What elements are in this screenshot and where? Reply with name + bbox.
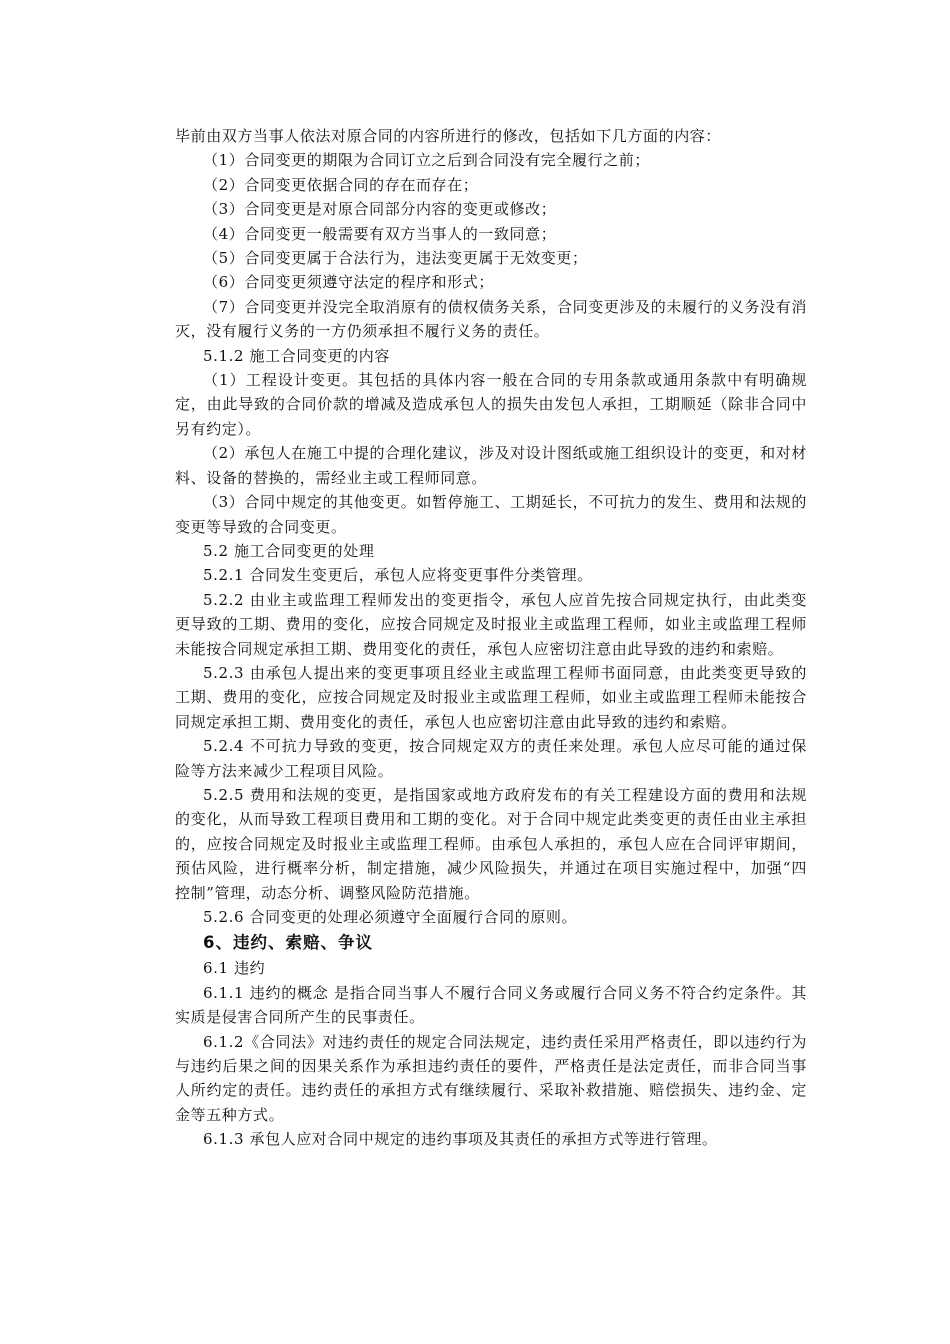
section-heading-6: 6、违约、索赔、争议 (203, 933, 373, 953)
paragraph-6-1-3: 6.1.3 承包人应对合同中规定的违约事项及其责任的承担方式等进行管理。 (203, 1130, 718, 1149)
list-item-5: （5）合同变更属于合法行为，违法变更属于无效变更； (203, 249, 588, 268)
paragraph-intro: 毕前由双方当事人依法对原合同的内容所进行的修改，包括如下几方面的内容： (175, 127, 722, 145)
paragraph-5-2-6: 5.2.6 合同变更的处理必须遵守全面履行合同的原则。 (203, 908, 578, 926)
change-item-3: （3）合同中规定的其他变更。如暂停施工、工期延长，不可抗力的发生、费用和法规的变更等导致的合同变更。 (175, 493, 807, 536)
paragraph-6-1-2: 6.1.2《合同法》对违约责任的规定合同法规定，违约责任采用严格责任，即以违约行为与违约后果之间的因果关系作为承担违约责任的要件，严格责任是法定责任，而非合同当事人所约定的责任。违约责任的承担方式有继续履行、采取补救措施、赔偿损失、违约金、定金等五种方式。 (175, 1032, 807, 1124)
paragraph-5-2-3: 5.2.3 由承包人提出来的变更事项且经业主或监理工程师书面同意，由此类变更导致的工期、费用的变化，应按合同规定及时报业主或监理工程师，如业主或监理工程师未能按合同规定承担工期、费用变化的责任，承包人也应密切注意由此导致的违约和索赔。 (175, 663, 807, 731)
paragraph-5-2-2: 5.2.2 由业主或监理工程师发出的变更指令，承包人应首先按合同规定执行，由此类变更导致的工期、费用的变化，应按合同规定及时报业主或监理工程师，如业主或监理工程师未能按合同规定承担工期、费用变化的责任，承包人应密切注意由此导致的违约和索赔。 (175, 590, 807, 658)
subsection-heading-6-1: 6.1 违约 (203, 959, 266, 978)
list-item-3: （3）合同变更是对原合同部分内容的变更或修改； (203, 200, 557, 219)
change-item-2: （2）承包人在施工中提的合理化建议，涉及对设计图纸或施工组织设计的变更，和对材料、设备的替换的，需经业主或工程师同意。 (175, 444, 807, 487)
paragraph-5-2-4: 5.2.4 不可抗力导致的变更，按合同规定双方的责任来处理。承包人应尽可能的通过保险等方法来减少工程项目风险。 (175, 737, 807, 780)
paragraph-5-2-5: 5.2.5 费用和法规的变更，是指国家或地方政府发布的有关工程建设方面的费用和法规的变化，从而导致工程项目费用和工期的变化。对于合同中规定此类变更的责任由业主承担的，应按合同规定及时报业主或监理工程师。由承包人承担的，承包人应在合同评审期间，预估风险，进行概率分析，制定措施，减少风险损失，并通过在项目实施过程中，加强“四控制”管理，动态分析、调整风险防范措施。 (175, 785, 807, 902)
paragraph-5-2-1: 5.2.1 合同发生变更后，承包人应将变更事件分类管理。 (203, 566, 593, 585)
subsection-heading-5-1-2: 5.1.2 施工合同变更的内容 (203, 346, 390, 365)
change-item-1: （1）工程设计变更。其包括的具体内容一般在合同的专用条款或通用条款中有明确规定，由此导致的合同价款的增减及造成承包人的损失由发包人承担，工期顺延（除非合同中另有约定）。 (175, 371, 807, 438)
list-item-1: （1）合同变更的期限为合同订立之后到合同没有完全履行之前； (203, 151, 650, 170)
subsection-heading-5-2: 5.2 施工合同变更的处理 (203, 541, 375, 560)
list-item-4: （4）合同变更一般需要有双方当事人的一致同意； (203, 224, 557, 243)
paragraph-6-1-1: 6.1.1 违约的概念 是指合同当事人不履行合同义务或履行合同义务不符合约定条件。其实质是侵害合同所产生的民事责任。 (175, 983, 807, 1027)
list-item-6: （6）合同变更须遵守法定的程序和形式； (203, 273, 494, 292)
document-body (175, 124, 807, 1152)
list-item-7: （7）合同变更并没完全取消原有的债权债务关系，合同变更涉及的未履行的义务没有消灭，没有履行义务的一方仍须承担不履行义务的责任。 (175, 297, 807, 341)
list-item-2: （2）合同变更依据合同的存在而存在； (203, 175, 479, 194)
